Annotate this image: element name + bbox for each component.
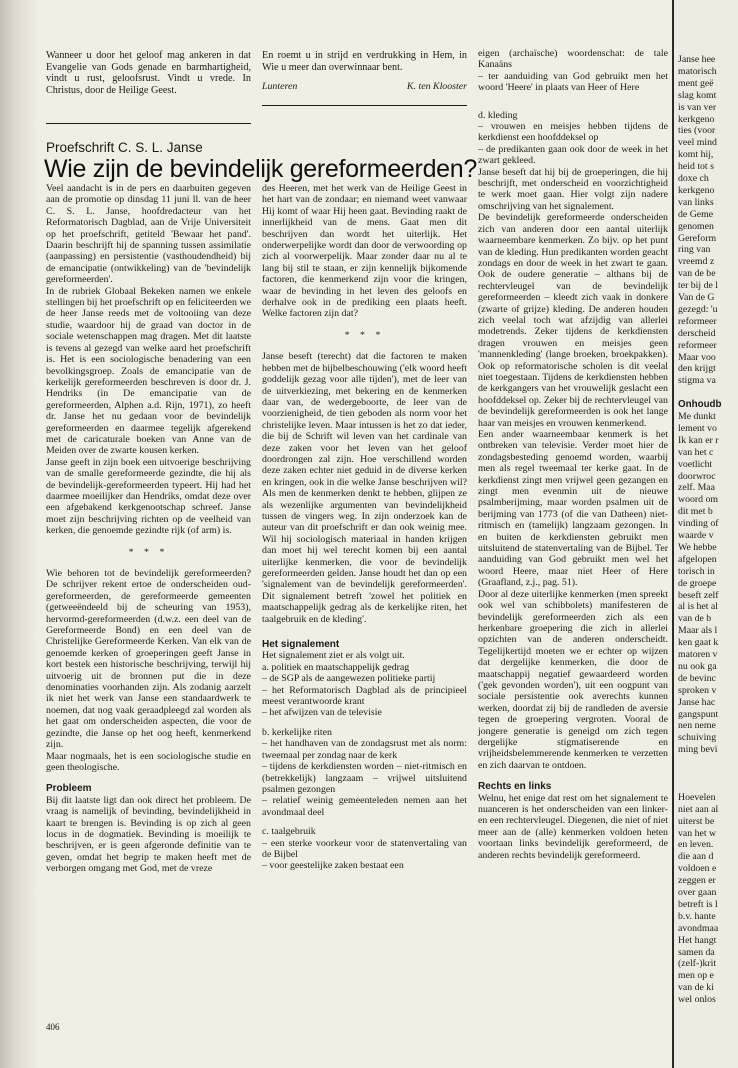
next-page-line: reformeer bbox=[678, 315, 717, 327]
next-page-line: zelf. Maa bbox=[678, 482, 715, 494]
next-page-line: heid tot s bbox=[678, 161, 714, 173]
next-page-line: voldoen e bbox=[678, 863, 717, 875]
next-page-line: gangspunt bbox=[678, 708, 719, 720]
next-page-line: uiterst be bbox=[678, 815, 715, 827]
paragraph: Een ander waarneembaar kenmerk is het ontbreken van televisie. Verder moet hier de zondagsbesteding genoemd worden, waarbij men als regel tweemaal ter kerke gaat. In de kerkdienst zingt men vrijwel geen gezangen en zingt men evenmin uit de nieuwe psalmberijming, maar worden psalmen uit de berijming van 1773 (of die van Datheen) niet-ritmisch en (tamelijk) langzaam gezongen. In en buiten de kerkdiensten gebruikt men uitsluitend de statenvertaling van de Bijbel. Ter aanduiding van God gebruikt men wel het woord Heere, maar niet Heer of Here (Graafland, z.j., pag. 51). bbox=[478, 429, 668, 589]
next-page-line: de bevinc bbox=[678, 672, 716, 684]
next-page-line: men op e bbox=[678, 970, 714, 982]
next-page-line: torisch in bbox=[678, 565, 715, 577]
next-page-line: avondmaa bbox=[678, 922, 719, 934]
section-heading-signalement: Het signalement bbox=[262, 639, 340, 651]
next-page-line: afgelopen bbox=[678, 553, 717, 565]
paragraph: des Heeren, met het werk van de Heilige Geest in het hart van de zondaar; en niemand weet vanwaar Hij komt of waar Hij heen gaat. Bevinding raakt de innerlijkheid van de mens. Gaat men dit beschrijven dan wordt het uiterlijk. Het onderwerpelijke wordt dan door de verwoording op zich al voorwerpelijk. Maar zonder daar nu al te lang bij stil te staan, er zijn kennelijk bijkomende factoren, die kenmerkend zijn voor die kringen, waar de bevinding in het leven des geloofs en derhalve ook in de prediking een plaats heeft. Welke factoren zijn dat? bbox=[262, 183, 467, 320]
next-page-line: lement vo bbox=[678, 422, 717, 434]
previous-article-text: Wanneer u door het geloof mag ankeren in dat Evangelie van Gods genade en barmhartigheid, vindt u rust, geloofsrust. Vindt u vrede. In Christus, door de Heilige Geest. bbox=[46, 50, 251, 96]
next-page-line: reformeer bbox=[678, 339, 717, 351]
paragraph: Bij dit laatste ligt dan ook direct het probleem. De vraag is namelijk of bevinding, bevindelijkheid in kaart te brengen is. Bevinding is op zich al geen locus in de dogmatiek. Bevinding is moeilijk te beschrijven, er is geen afgeronde definitie van te geven, omdat het begrip te maken heeft met de verborgen omgang met God, met de vreze bbox=[46, 794, 251, 875]
next-page-line: Hoevelen bbox=[678, 791, 716, 803]
article-title: Wie zijn de bevindelijk gereformeerden? bbox=[44, 155, 477, 183]
next-page-line: Onhoudb bbox=[678, 399, 722, 411]
next-page-line: vreemd z bbox=[678, 256, 715, 268]
list-item: – vrouwen en meisjes hebben tijdens de kerkdienst een hoofddeksel op bbox=[478, 121, 668, 144]
next-page-line: Janse hee bbox=[678, 54, 716, 65]
previous-article-end-left bbox=[46, 50, 251, 96]
next-page-line: van het w bbox=[678, 827, 717, 839]
signature-line bbox=[262, 81, 467, 92]
section-separator-stars: * * * bbox=[128, 546, 169, 558]
next-page-line: van de b bbox=[678, 613, 712, 625]
list-item: – het handhaven van de zondagsrust met als norm: tweemaal per zondag naar de kerk bbox=[262, 738, 467, 761]
list-item: – relatief weinig gemeenteleden nemen aan het avondmaal deel bbox=[262, 795, 467, 818]
paragraph: Welnu, het enige dat rest om het signalement te nuanceren is het onderscheiden van een linker- en een rechtervleugel. Diegenen, die niet of niet meer aan de (alle) kenmerken voldoen heten voortaan links bevindelijk gereformeerd, de anderen rechts bevindelijk gereformeerd. bbox=[478, 792, 668, 861]
next-page-line: Janse hac bbox=[678, 696, 716, 708]
next-page-line: derscheid bbox=[678, 327, 716, 339]
next-page-line: veel mind bbox=[678, 137, 717, 149]
next-page-line: gezegd: 'u bbox=[678, 303, 718, 315]
list-item: – het afwijzen van de televisie bbox=[262, 707, 382, 719]
paragraph: Janse beseft dat hij bij de groeperingen, die hij beschrijft, met onderscheid en voorzichtigheid te werk moet gaan. Hier volgt zijn nadere omschrijving van het signalement. bbox=[478, 166, 668, 212]
signature-place: Lunteren bbox=[262, 81, 298, 93]
list-item: – voor geestelijke zaken bestaat een bbox=[262, 860, 404, 872]
next-page-line: vinding of bbox=[678, 518, 719, 530]
next-page-line: We hebbe bbox=[678, 541, 717, 553]
next-page-line: samen da bbox=[678, 946, 715, 958]
article-kicker: Proefschrift C. S. L. Janse bbox=[46, 140, 203, 155]
next-page-line: dit met b bbox=[678, 506, 713, 518]
signature-author: K. ten Klooster bbox=[406, 81, 467, 93]
next-page-line: Maar als l bbox=[678, 625, 718, 637]
paragraph: Door al deze uiterlijke kenmerken (men spreekt ook wel van schibbolets) manifesteren de bevindelijk gereformeerden zich als een herkenbare groepering die zich in allerlei opzichten van de anderen onderscheidt. Tegelijkertijd moeten we er echter op wijzen dat dergelijke kenmerken, die door de maatschappij negatief gewaardeerd worden ('gek gevonden worden'), uit een oogpunt van sociale persistentie ook averechts kunnen werken, doordat zij bij de randleden de aversie tegen de groepering vergroten. Vooral de jongere generatie is geneigd om zich tegen dergelijke stigmatiserende en vrijheidsbelemmerende kenmerken te verzetten en zich daarvan te ontdoen. bbox=[478, 588, 668, 771]
next-page-line: ter bij de l bbox=[678, 280, 718, 292]
next-page-line: matorisch bbox=[678, 65, 717, 77]
next-page-line: ring van bbox=[678, 244, 711, 256]
list-item: c. taalgebruik bbox=[262, 826, 316, 838]
next-page-line: niet aan al bbox=[678, 803, 719, 815]
next-page-line: van het c bbox=[678, 446, 714, 458]
next-page-line: van links bbox=[678, 196, 714, 208]
next-page-line: betreft is l bbox=[678, 898, 718, 910]
next-page-line: Maar voo bbox=[678, 351, 716, 363]
next-page-line: sproken v bbox=[678, 684, 717, 696]
next-page-line: kerkgeno bbox=[678, 184, 715, 196]
next-page-line: zeggen er bbox=[678, 875, 716, 887]
list-item: – een sterke voorkeur voor de statenvertaling van de Bijbel bbox=[262, 837, 467, 860]
next-page-line: doorwroc bbox=[678, 470, 716, 482]
paragraph: Maar nogmaals, het is een sociologische studie en geen theologische. bbox=[46, 750, 251, 773]
paragraph: Het signalement ziet er als volgt uit. bbox=[262, 650, 405, 662]
paragraph: Janse beseft (terecht) dat die factoren te maken hebben met de bijbelbeschouwing ('elk woord heeft goddelijk gezag voor alle tijden'), met de leer van de uitverkiezing, met bekering en de kenmerken daar van, de wedergeboorte, de leer van de voorzienigheid, de tien geboden als norm voor het christelijke leven. Maar intussen is het zo dat ieder, die bij de Schrift wil leven van het cardinale van deze zaken voor het leven van het geloof doordrongen zal zijn. Hoe verschillend worden deze zaken echter niet geduid in de diverse kerken en kringen, ook in die welke Janse beschrijven wil? Als men de kenmerken denkt te hebben, glijpen ze als wezenlijke argumenten van bevindelijkheid tussen de vingers weg. In zijn onderzoek kan de auteur van dit proefschrift er dan ook weinig mee. Wil hij sociologisch materiaal in handen krijgen dan moet hij wel terecht komen bij een aantal uiterlijke kenmerken, die voor de bevindelijk gereformeerden gelden. Janse houdt het dan op een 'signalement van de bevindelijk gereformeerden'. Dit signalement betreft 'zowel het politiek en maatschappelijk gedrag als de kerkelijke riten, het taalgebruik en de kleding'. bbox=[262, 351, 467, 625]
article-column-1 bbox=[46, 183, 251, 875]
list-item: – tijdens de kerkdiensten worden – niet-ritmisch en (betrekkelijk) langzaam – vrijwel uitsluitend psalmen gezongen bbox=[262, 761, 467, 795]
binding-gutter bbox=[0, 0, 36, 1068]
list-item: – de predikanten gaan ook door de week in het zwart gekleed. bbox=[478, 143, 668, 167]
next-page-line: kerkgeno bbox=[678, 113, 715, 125]
next-page-line: is van ver bbox=[678, 101, 717, 113]
next-page-line: voetlicht bbox=[678, 458, 713, 470]
next-page-line: (zelf-)krit bbox=[678, 958, 717, 970]
next-page-line: wel onlos bbox=[678, 994, 716, 1006]
next-page-line: Me dunkt bbox=[678, 411, 716, 422]
paragraph: De bevindelijk gereformeerde onderscheiden zich van anderen door een aantal uiterlijk waarneembare kenmerken. Zo bijv. op het punt van de kleding. Hun predikanten worden geacht zondags en door de week in het zwart te gaan. Ook de oudere generatie – althans bij de rechtervleugel van de bevindelijk gereformeerden – kleedt zich vaak in donkere (zwarte of grijze) kleding. De anderen houden zich veelal toch wat afzijdig van allerlei modetrends. Zeker tijdens de kerkdiensten dragen vrouwen en meisjes geen 'mannenkleding' (lange broeken, broekpakken). Ook op reformatorische scholen is dit veelal niet toegestaan. Tijdens de kerkdiensten hebben de kerkgangers van het vrouwelijk geslacht een hoofddeksel op. Zeker bij de rechtervleugel van de bevindelijk gereformeerden is ook het lange haar van meisjes en vrouwen kenmerkend. bbox=[478, 212, 668, 429]
next-page-line: van de ki bbox=[678, 982, 714, 994]
next-page-line: ming bevi bbox=[678, 744, 718, 756]
separator-line bbox=[262, 105, 467, 106]
article-column-3 bbox=[478, 48, 668, 861]
page-number: 406 bbox=[46, 1022, 60, 1032]
next-page-line: b.v. hante bbox=[678, 910, 716, 922]
section-heading-probleem: Probleem bbox=[46, 783, 92, 795]
previous-article-end-middle bbox=[262, 50, 467, 93]
next-page-line: de groepe bbox=[678, 577, 717, 589]
previous-article-text: En roemt u in strijd en verdrukking in Hem, in Wie u meer dan overwinnaar bent. bbox=[262, 50, 467, 73]
next-page-line: waarde v bbox=[678, 530, 714, 541]
list-item: – ter aanduiding van God gebruikt men het woord 'Heere' in plaats van Heer of Here bbox=[478, 70, 668, 94]
list-item: a. politiek en maatschappelijk gedrag bbox=[262, 661, 410, 673]
next-page-line: ties (voor bbox=[678, 125, 716, 137]
article-column-2 bbox=[262, 183, 467, 872]
next-page-line: al is het al bbox=[678, 601, 718, 613]
paragraph: Wie behoren tot de bevindelijk gereformeerden? De schrijver rekent ertoe de onderscheiden oud-gereformeerden, de gereformeerde gemeenten (getweeëndeeld bij de scheuring van 1953), hervormd-gereformeerden (d.w.z. een deel van de Gereformeerde Bond) en een deel van de Christelijke Gereformeerde Kerken. Van elk van de genoemde kerken of groeperingen geeft Janse in kort bestek een historische beschrijving, terwijl hij uitvoerig uit de bronnen put die in deze denominaties voorhanden zijn. Als zodanig aarzelt ik niet het werk van Janse een standaardwerk te noemen, dat nog vaak geraadpleegd zal worden als het gaat om onderscheiden aspecten, die voor de gezindte, die Janse op het oog heeft, kenmerkend zijn. bbox=[46, 568, 251, 751]
next-page-line: nu ook ga bbox=[678, 660, 717, 672]
next-page-line: woord om bbox=[678, 494, 719, 506]
section-separator-stars: * * * bbox=[344, 329, 385, 341]
next-page-line: nen neme bbox=[678, 720, 716, 732]
list-item: – de SGP als de aangewezen politieke partij bbox=[262, 673, 436, 685]
paragraph: In de rubriek Globaal Bekeken namen we enkele stellingen bij het proefschrift op en feliciteerden we de heer Janse reeds met de voltooiing van deze studie, waardoor hij de graad van doctor in de sociale wetenschappen mag dragen. Met dit laatste is tevens al gezegd van welke aard het proefschrift is. Het is een sociologische benadering van een bevolkingsgroep. Zoals de emancipatie van de kerkelijk gereformeerden beschreven is door dr. J. Hendriks (in De emancipatie van de gereformeerden, Alphen a.d. Rijn, 1971), zo heeft dr. Janse het nu gedaan voor de bevindelijk gereformeerden en daarmee tegelijk afgerekend met de caricaturale boeken van Anne van de Meiden over de zwarte kousen kerken. bbox=[46, 285, 251, 457]
next-page-cutoff bbox=[672, 0, 738, 1068]
next-page-line: ment geë bbox=[678, 77, 714, 89]
next-page-line: slag komt bbox=[678, 89, 717, 101]
next-page-line: Gereform bbox=[678, 232, 717, 244]
next-page-line: den krijgt bbox=[678, 363, 716, 375]
next-page-line: van de be bbox=[678, 268, 716, 280]
paragraph: Veel aandacht is in de pers en daarbuiten gegeven aan de promotie op dinsdag 11 juni ll. van de heer C. S. L. Janse, hoofdredacteur van het Reformatorisch Dagblad, aan de Vrije Universiteit op het proefschrift, getiteld 'Bewaar het pand'. Daarin beschrijft hij de spanning tussen assimilatie (aanpassing) en persistentie (vasthoudendheid) bij de emancipatie (ontwikkeling) van de 'bevindelijk gereformeerden'. bbox=[46, 183, 251, 286]
list-item: eigen (archaïsche) woordenschat: de tale Kanaäns bbox=[478, 48, 668, 71]
next-page-line: de Geme bbox=[678, 208, 714, 220]
list-item: – het Reformatorisch Dagblad als de principieel meest verantwoorde krant bbox=[262, 684, 467, 708]
next-page-line: en leven. bbox=[678, 839, 714, 851]
next-page-line: genomen bbox=[678, 220, 714, 232]
next-page-line: Van de G bbox=[678, 292, 715, 303]
next-page-line: Het hangt bbox=[678, 934, 717, 946]
next-page-line: schuiving bbox=[678, 732, 717, 744]
next-page-line: over gaan bbox=[678, 887, 717, 898]
next-page-line: die aan d bbox=[678, 851, 714, 863]
next-page-line: beseft zelf bbox=[678, 589, 719, 601]
next-page-line: ken gaat k bbox=[678, 637, 719, 649]
next-page-line: komt hij, bbox=[678, 149, 714, 161]
next-page-line: Ik kan er r bbox=[678, 434, 719, 446]
paragraph: Janse geeft in zijn boek een uitvoerige beschrijving van de smalle gereformeerde gezindte, die hij als de bevindelijk-gereformeerden typeert. Hij had het daarmee moeilijker dan Hendriks, omdat deze over een afgebakend kerkgenootschap schreef. Janse moet zijn beschrijving richten op de veelheid van kerken, die genoemde gezindte rijk (of arm) is. bbox=[46, 456, 251, 537]
section-heading-rechts-en-links: Rechts en links bbox=[478, 781, 552, 793]
next-page-line: stigma va bbox=[678, 375, 716, 387]
list-item: d. kleding bbox=[478, 109, 518, 121]
list-item: b. kerkelijke riten bbox=[262, 726, 332, 738]
next-page-line: matoren v bbox=[678, 649, 718, 660]
next-page-line: doxe ch bbox=[678, 173, 709, 184]
separator-line bbox=[46, 123, 251, 124]
